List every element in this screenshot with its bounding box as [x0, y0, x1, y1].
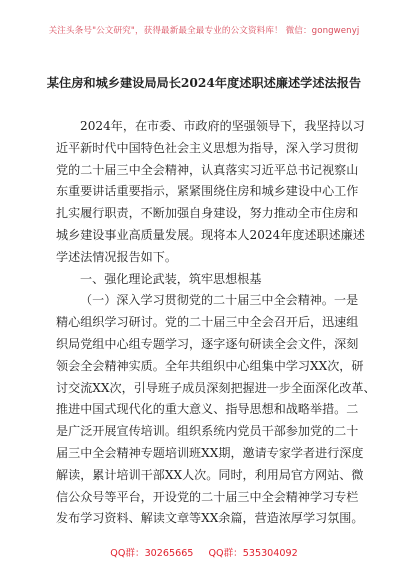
body-line: 织局党组中心组专题学习，逐字逐句研读全会文件，深刻 — [56, 336, 359, 351]
document-title: 某住房和城乡建设局局长2024年度述职述廉述学述法报告 — [46, 76, 362, 90]
body-line: 讨交流XX次，引导班子成员深刻把握进一步全面深化改革、 — [56, 380, 376, 395]
footer-contact — [0, 545, 408, 559]
body-line: 东重要讲话重要指示，紧紧围绕住房和城乡建设中心工作 — [56, 184, 359, 199]
body-line: 是广泛开展宣传培训。组织系统内党员干部参加党的二十 — [56, 424, 359, 439]
body-line: 城乡建设事业高质量发展。现将本人2024年度述职述廉述 — [56, 227, 365, 242]
section-heading: 一、强化理论武装，筑牢思想根基 — [80, 271, 262, 286]
body-line: 信公众号等平台，开设党的二十届三中全会精神学习专栏 — [56, 489, 359, 504]
body-line: 领会全会精神实质。全年共组织中心组集中学习XX次，研 — [56, 358, 364, 373]
body-line: 推进中国式现代化的重大意义、指导思想和战略举措。二 — [56, 402, 359, 417]
qq-group-2: QQ群：535304092 — [208, 548, 298, 559]
body-line: 解读，累计培训干部XX人次。同时，利用局官方网站、微 — [56, 467, 364, 482]
document-body — [56, 116, 376, 530]
body-line: 学述法情况报告如下。 — [56, 249, 177, 264]
promo-banner: 关注头条号"公文研究"，获得最新最全最专业的公文资料库！ 微信：gongwenyj — [48, 26, 360, 36]
body-line: 党的二十届三中全会精神，认真落实习近平总书记视察山 — [56, 162, 359, 177]
body-line: 近平新时代中国特色社会主义思想为指导，深入学习贯彻 — [56, 140, 359, 155]
body-line: 扎实履行职责，不断加强自身建设，努力推动全市住房和 — [56, 206, 359, 221]
body-line: 届三中全会精神专题培训班XX期，邀请专家学者进行深度 — [56, 445, 364, 460]
body-line: （一）深入学习贯彻党的二十届三中全会精神。一是 — [80, 293, 359, 308]
body-line: 精心组织学习研讨。党的二十届三中全会召开后，迅速组 — [56, 315, 359, 330]
qq-group-1: QQ群：30265665 — [110, 548, 194, 559]
body-line: 2024年，在市委、市政府的坚强领导下，我坚持以习 — [80, 119, 365, 133]
body-line: 发布学习资料、解读文章等XX余篇，营造浓厚学习氛围。 — [56, 511, 364, 526]
